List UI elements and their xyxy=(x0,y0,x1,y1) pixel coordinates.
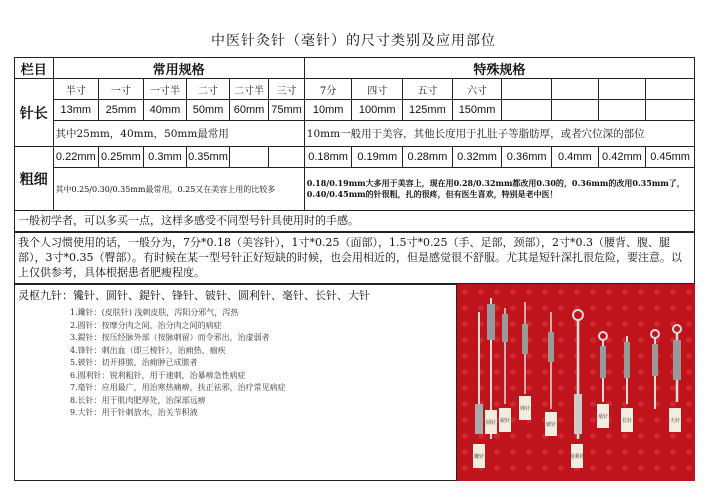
nine-needles-section xyxy=(14,284,457,481)
length-special-note: 10mm一般用于美容，其他长度用于扎肚子等脂肪厚，或者穴位深的部位 xyxy=(304,121,694,147)
special-length-mm-cell xyxy=(552,100,599,121)
gauge-cell: 0.35mm xyxy=(187,147,230,168)
needle-tag-label: 铍针 xyxy=(545,422,557,428)
special-spec-header: 特殊规格 xyxy=(304,58,694,79)
length-mm-cell: 40mm xyxy=(143,100,187,121)
special-length-mm-cell: 150mm xyxy=(452,100,502,121)
nine-needles-title: 灵枢九针：镵针、圆针、鍉针、锋针、铍针、圆利针、毫针、长针、大针 xyxy=(18,289,370,302)
needle-tag-label: 长针 xyxy=(621,418,633,424)
needle-tag-label: 鍉针 xyxy=(499,418,511,424)
length-cun-cell: 三寸 xyxy=(269,79,305,100)
special-length-cun-cell: 五寸 xyxy=(403,79,453,100)
needle-tag-label: 毫针 xyxy=(597,414,609,420)
needle-tag-label: 圆针 xyxy=(485,420,497,426)
special-gauge-cell: 0.19mm xyxy=(352,147,403,168)
list-item: 7.毫针：应用最广，用治寒热痛痹，扶正祛邪，治疗常见病症 xyxy=(70,383,286,392)
special-length-mm-cell xyxy=(598,100,646,121)
special-length-cun-cell: 7分 xyxy=(304,79,352,100)
length-mm-cell: 60mm xyxy=(229,100,269,121)
needle-tag-label: 大针 xyxy=(669,418,681,424)
gauge-cell: 0.22mm xyxy=(53,147,99,168)
list-item: 5.铍针：切开排脓，治痈肿已成脓者 xyxy=(70,358,198,367)
personal-usage-note: 我个人习惯使用的话，一般分为，7分*0.18（美容针），1寸*0.25（面部），1.5寸*0.25（手、足部，颈部），2寸*0.3（腰背、腹、腿部），3寸*0.35（臀部）。有时候在某一型号针正好短缺的时候，也会用相近的，但是感觉很不舒服。尤其是短针深扎很危险，要注意。以上仅供参考，具体根据患者肥瘦程度。 xyxy=(14,232,695,284)
length-common-note: 其中25mm，40mm，50mm最常用 xyxy=(53,121,304,147)
needle-tag-label: 锋针 xyxy=(519,406,531,412)
special-gauge-cell: 0.28mm xyxy=(403,147,453,168)
gauge-cell xyxy=(269,147,305,168)
special-length-cun-cell: 四寸 xyxy=(352,79,403,100)
special-gauge-cell: 0.45mm xyxy=(646,147,695,168)
special-length-mm-cell: 100mm xyxy=(352,100,403,121)
gauge-cell: 0.3mm xyxy=(143,147,187,168)
needle-tag-label: 圆利针 xyxy=(569,454,585,460)
list-item: 9.大针：用于针刺放水，治关节积液 xyxy=(70,408,198,417)
common-spec-header: 常用规格 xyxy=(53,58,304,79)
list-item: 4.锋针：刺出血（即三棱针），治痈热、痼疾 xyxy=(70,345,226,355)
nine-needles-list xyxy=(70,307,286,420)
length-mm-cell: 75mm xyxy=(269,100,305,121)
length-cun-cell: 半寸 xyxy=(53,79,99,100)
special-length-mm-cell: 10mm xyxy=(304,100,352,121)
special-length-cun-cell: 六寸 xyxy=(452,79,502,100)
length-cun-cell: 一寸半 xyxy=(143,79,187,100)
special-length-mm-cell xyxy=(646,100,695,121)
needle-spec-table xyxy=(14,57,695,211)
special-gauge-cell: 0.4mm xyxy=(552,147,599,168)
nine-needles-photo xyxy=(457,284,695,481)
special-length-cun-cell xyxy=(598,79,646,100)
special-gauge-cell: 0.36mm xyxy=(502,147,552,168)
special-length-mm-cell xyxy=(502,100,552,121)
length-mm-cell: 25mm xyxy=(99,100,144,121)
col-header: 栏目 xyxy=(15,58,54,79)
length-row-label: 针长 xyxy=(15,79,54,147)
length-mm-cell: 13mm xyxy=(53,100,99,121)
length-cun-cell: 二寸半 xyxy=(229,79,269,100)
length-cun-cell: 一寸 xyxy=(99,79,144,100)
special-gauge-cell: 0.18mm xyxy=(304,147,352,168)
needle-tag-label: 鑱针 xyxy=(473,454,485,460)
special-length-mm-cell: 125mm xyxy=(403,100,453,121)
special-gauge-cell: 0.32mm xyxy=(452,147,502,168)
gauge-cell xyxy=(229,147,269,168)
special-gauge-cell: 0.42mm xyxy=(598,147,646,168)
list-item: 3.鍉针：按压经脉外部（按脉刺留）而令邪出，治虚弱者 xyxy=(70,333,270,342)
length-cun-cell: 二寸 xyxy=(187,79,230,100)
gauge-cell: 0.25mm xyxy=(99,147,144,168)
list-item: 2.圆针：按摩分肉之间，治分肉之间的病症 xyxy=(70,320,222,330)
list-item: 6.圆利针：锐利粗针，用于速刺，治暴痹急性病症 xyxy=(70,370,246,380)
special-length-cun-cell xyxy=(552,79,599,100)
special-length-cun-cell xyxy=(646,79,695,100)
list-item: 1.鑱针：(皮肤针) 浅刺皮肤，泻阳分邪气，泻热 xyxy=(70,308,239,317)
gauge-row-label: 粗细 xyxy=(15,147,54,211)
length-mm-cell: 50mm xyxy=(187,100,230,121)
list-item: 8.长针：用于肌肉肥厚处，治深部远痹 xyxy=(70,395,206,405)
gauge-common-note: 其中0.25/0.30/0.35mm最常用，0.25又在美容上用的比较多 xyxy=(53,168,304,211)
novice-advice: 一般初学者，可以多买一点，这样多感受不同型号针具使用时的手感。 xyxy=(14,210,695,232)
page-title: 中医针灸针（毫针）的尺寸类别及应用部位 xyxy=(211,33,496,49)
special-length-cun-cell xyxy=(502,79,552,100)
gauge-special-note: 0.18/0.19mm大多用于美容上，现在用0.28/0.32mm都改用0.30的，0.36mm的改用0.35mm了，0.40/0.45mm的针很粗，扎的很疼，但有医生喜欢，特别是老中医！ xyxy=(304,168,694,211)
